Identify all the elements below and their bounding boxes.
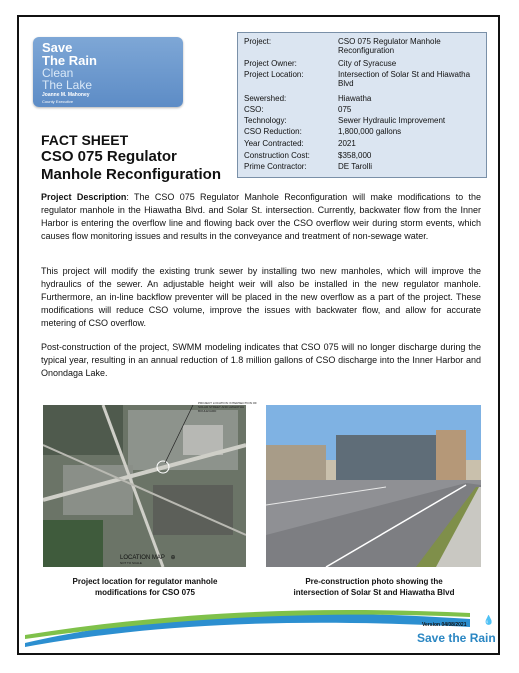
- intersection-photo: [266, 405, 481, 567]
- info-key: Sewershed:: [244, 94, 287, 103]
- logo-line-3: Clean: [42, 66, 74, 80]
- info-key: CSO:: [244, 105, 264, 114]
- location-map-label: [120, 554, 176, 565]
- description-lead: Project Description: [41, 192, 127, 202]
- info-row: [244, 127, 478, 136]
- info-key: Prime Contractor:: [244, 162, 307, 171]
- info-row: [244, 139, 478, 148]
- results-paragraph: Post-construction of the project, SWMM modeling indicates that CSO 075 will no longer discharge during the typical year, resulting in an annual reduction of 1.8 million gallons of CSO discharge into the Inner Harbor and Onondaga Lake.: [41, 342, 481, 378]
- project-info-table: [237, 32, 487, 178]
- info-key: Construction Cost:: [244, 151, 310, 160]
- right-photo-caption: Pre-construction photo showing the intersection of Solar St and Hiawatha Blvd: [293, 577, 455, 597]
- logo-line-2: The Rain: [42, 53, 97, 68]
- info-row: [244, 162, 478, 171]
- info-row: [244, 151, 478, 160]
- logo-line-1: Save: [42, 40, 73, 55]
- info-value: 2021: [338, 139, 356, 148]
- location-map-title: LOCATION MAP: [120, 555, 165, 561]
- info-row: [244, 94, 478, 103]
- info-value: Intersection of Solar St and Hiawatha Blvd: [338, 70, 471, 88]
- info-value: $358,000: [338, 151, 372, 160]
- raindrop-icon: 💧: [483, 615, 495, 625]
- north-arrow-icon: ⊕: [170, 555, 176, 561]
- footer-wave-graphic: [25, 605, 470, 647]
- street-photo-image: [266, 405, 481, 567]
- project-description-paragraph: [41, 191, 481, 243]
- logo-line-4: The Lake: [42, 78, 93, 92]
- info-row: [244, 59, 478, 68]
- description-text: : The CSO 075 Regulator Manhole Reconfiguration will make modifications to the regulator manhole in the Hiawatha Blvd. and Solar St. intersection. Currently, backwater flow from the Inner Harbor is entering the overflow line and flowing back over the CSO overflow weir during storm events, which causes flow monitoring issues and results in the conveyance and treatment of non-sewage water.: [41, 192, 481, 241]
- page-title: CSO 075 Regulator Manhole Reconfiguration: [41, 148, 221, 183]
- info-row: [244, 116, 478, 125]
- info-key: Project Owner:: [244, 59, 297, 68]
- info-value: City of Syracuse: [338, 59, 397, 68]
- info-key: Project:: [244, 37, 272, 46]
- aerial-map-image: [43, 405, 246, 567]
- map-location-callout: PROJECT LOCATION: INTERSECTION OF SOLAR STREET AND HIAWATHA BOULEVARD: [198, 401, 257, 413]
- info-value: 1,800,000 gallons: [338, 127, 402, 136]
- info-row: [244, 105, 478, 114]
- logo-name: Joanne M. Mahoney: [42, 92, 90, 98]
- info-key: Year Contracted:: [244, 139, 304, 148]
- footer-logo-text: Save the Rain: [417, 631, 496, 645]
- info-key: CSO Reduction:: [244, 127, 302, 136]
- map-scale-note: NOT TO SCALE: [120, 561, 142, 565]
- info-value: Sewer Hydraulic Improvement: [338, 116, 446, 125]
- location-aerial-map: [43, 405, 246, 567]
- info-key: Project Location:: [244, 70, 304, 79]
- version-text: Version 04/08/2021: [422, 622, 467, 628]
- info-key: Technology:: [244, 116, 287, 125]
- logo-role: County Executive: [42, 99, 74, 104]
- info-row: [244, 70, 478, 88]
- modification-paragraph: This project will modify the existing trunk sewer by installing two new manholes, which will improve the hydraulics of the sewer. An adjustable height weir will also be installed in the new regulator manhole. Furthermore, an in-line backflow preventer will be placed in the new overflow as a part of the project. These modifications will reduce CSO volume, improve the issues with backwater flow, and allow for accurate metering of CSO overflow.: [41, 266, 481, 328]
- fact-sheet-heading: FACT SHEET: [41, 132, 129, 148]
- left-photo-caption: Project location for regulator manhole modifications for CSO 075: [72, 577, 218, 597]
- info-value: 075: [338, 105, 352, 114]
- info-value: Hiawatha: [338, 94, 372, 103]
- save-the-rain-logo: [33, 37, 183, 107]
- info-row: [244, 37, 478, 55]
- info-value: DE Tarolli: [338, 162, 373, 171]
- info-value: CSO 075 Regulator Manhole Reconfiguration: [338, 37, 441, 55]
